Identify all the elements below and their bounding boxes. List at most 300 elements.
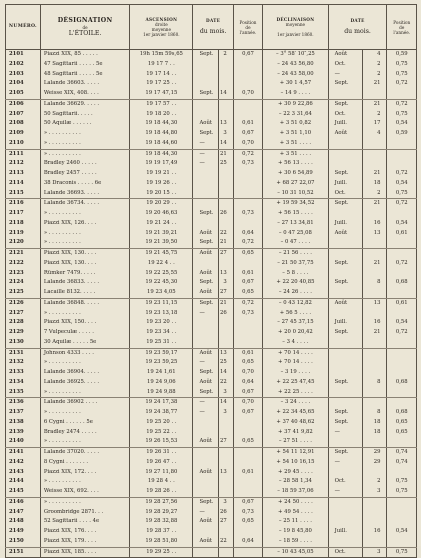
dec-date-day [363,398,387,408]
row-number: 2116 [6,199,41,209]
row-number: 2110 [6,139,41,149]
ra-date-day: 13 [218,348,233,358]
declination: – 21 50 37,75 [263,259,328,269]
dec-date-day [363,348,387,358]
ra-position-year [233,99,262,109]
dec-position-year [387,269,417,279]
ra-date-month: Sept. [193,209,218,219]
star-designation: Weisse XIX, 692. . . . [40,487,129,497]
ra-date-day: 27 [218,437,233,447]
ra-date-day [218,179,233,189]
ra-date-month: Sept. [193,497,218,507]
dec-date-day [363,508,387,518]
table-row [6,229,417,239]
star-designation: » . . . . . . . . . . [40,408,129,418]
ra-date-month: Août [193,378,218,388]
declination: – 18 59 . . . . [263,537,328,547]
dec-date-month: Sept. [328,259,363,269]
star-designation: » . . . . . . . . . . [40,437,129,447]
row-number: 2117 [6,209,41,219]
ra-date-month [193,110,218,120]
row-number: 2137 [6,408,41,418]
dec-date-month: Août [328,298,363,308]
dec-date-month: — [328,487,363,497]
dec-position-year: 0,74 [387,448,417,458]
dec-position-year [387,388,417,398]
table-row [6,408,417,418]
row-number: 2148 [6,517,41,527]
right-ascension: 19 21 45,75 [130,249,193,259]
table-row [6,328,417,338]
row-number: 2107 [6,110,41,120]
ra-date-month: Sept. [193,368,218,378]
dec-date-month: Oct. [328,477,363,487]
declination: + 68 27 22,07 [263,179,328,189]
dec-date-month: Août [328,129,363,139]
ra-date-day: 22 [218,229,233,239]
row-number: 2118 [6,219,41,229]
declination: – 3 19 . . . . [263,368,328,378]
dec-date-month: Juill. [328,219,363,229]
ra-date-day [218,60,233,70]
star-designation: » . . . . . . . . . . [40,209,129,219]
ra-date-month: Août [193,537,218,547]
dec-date-month [328,368,363,378]
declination: + 22 25 . . . . [263,388,328,398]
table-row [6,527,417,537]
right-ascension: 19 20 15 . . [130,189,193,199]
right-ascension: 19 26 15,53 [130,437,193,447]
row-number: 2132 [6,358,41,368]
row-number: 2130 [6,338,41,348]
dec-date-month: Sept. [328,448,363,458]
row-number: 2145 [6,487,41,497]
right-ascension: 19 23 20 . . [130,318,193,328]
declination: – 3° 58′ 10″,25 [263,50,328,60]
ra-position-year: 0,65 [233,249,262,259]
header-position-dec: Position de l'année. [387,5,417,50]
row-number: 2144 [6,477,41,487]
dec-position-year: 0,75 [387,60,417,70]
ra-date-day [218,487,233,497]
right-ascension: 19 18 20 . . [130,110,193,120]
dec-date-day: 3 [363,547,387,558]
dec-position-year: 0,72 [387,169,417,179]
dec-date-month [328,89,363,99]
dec-date-day: 21 [363,199,387,209]
dec-date-month [328,398,363,408]
dec-position-year: 0,74 [387,458,417,468]
declination: + 70 14 . . . . [263,358,328,368]
right-ascension: 19 27 11,80 [130,468,193,478]
dec-position-year [387,508,417,518]
ra-date-day: 21 [218,149,233,159]
dec-date-day: 8 [363,378,387,388]
table-row [6,149,417,159]
dec-date-month: Oct. [328,547,363,558]
row-number: 2103 [6,70,41,80]
table-row [6,477,417,487]
ra-date-month: Sept. [193,238,218,248]
ra-date-day: 13 [218,119,233,129]
ra-date-day: 3 [218,408,233,418]
ra-position-year: 0,65 [233,358,262,368]
row-number: 2105 [6,89,41,99]
dec-position-year: 0,65 [387,418,417,428]
star-designation: Lalande 36603. . . . . [40,79,129,89]
row-number: 2125 [6,288,41,298]
ra-date-month: Août [193,269,218,279]
ra-date-month: Août [193,348,218,358]
ra-date-month [193,79,218,89]
dec-date-day: 16 [363,527,387,537]
row-number: 2131 [6,348,41,358]
dec-position-year [387,437,417,447]
declination: + 37 41 9,82 [263,428,328,438]
dec-date-month [328,348,363,358]
dec-date-day: 13 [363,229,387,239]
dec-date-day: 2 [363,70,387,80]
ra-date-day: 27 [218,517,233,527]
ra-position-year: 0,67 [233,278,262,288]
row-number: 2109 [6,129,41,139]
star-designation: Lalande 36734. . . . . [40,199,129,209]
dec-date-month: Juill. [328,119,363,129]
dec-position-year [387,338,417,348]
star-designation: Groombridge 2871. . . [40,508,129,518]
dec-position-year: 0,59 [387,50,417,60]
table-row [6,60,417,70]
dec-position-year: 0,72 [387,79,417,89]
declination: + 30 1 4,57 [263,79,328,89]
dec-position-year [387,517,417,527]
dec-date-month [328,249,363,259]
dec-position-year: 0,54 [387,318,417,328]
table-row [6,169,417,179]
right-ascension: 19 25 22 . . [130,428,193,438]
declination: – 27 13 34,81 [263,219,328,229]
ra-date-day: 27 [218,249,233,259]
dec-date-day: 2 [363,110,387,120]
row-number: 2133 [6,368,41,378]
dec-date-month [328,517,363,527]
ra-date-day [218,219,233,229]
ra-date-month [193,477,218,487]
ra-date-day [218,189,233,199]
dec-position-year [387,209,417,219]
ra-date-month [193,527,218,537]
declination: – 10 43 45,05 [263,547,328,558]
table-row [6,448,417,458]
star-designation: » . . . . . . . . . . [40,388,129,398]
ra-date-month [193,179,218,189]
dec-position-year: 0,75 [387,70,417,80]
table-row [6,79,417,89]
declination: + 54 11 12,91 [263,448,328,458]
header-position-ra: Position de l'année. [233,5,262,50]
ra-date-month: Sept. [193,388,218,398]
star-designation: Johnson 4333 . . . . [40,348,129,358]
ra-date-day [218,338,233,348]
ra-date-month: Août [193,119,218,129]
ra-date-month: — [193,159,218,169]
dec-date-month [328,468,363,478]
row-number: 2151 [6,547,41,558]
ra-date-day: 26 [218,309,233,319]
ra-position-year [233,199,262,209]
dec-position-year: 0,75 [387,189,417,199]
ra-date-day: 14 [218,398,233,408]
dec-date-month [328,358,363,368]
right-ascension: 19 22 4 . . [130,259,193,269]
declination: – 0 43 12,82 [263,298,328,308]
ra-position-year: 0,67 [233,497,262,507]
ra-position-year [233,418,262,428]
row-number: 2149 [6,527,41,537]
ra-date-day: 3 [218,388,233,398]
star-designation: Bradley 2457 . . . . . [40,169,129,179]
star-designation: Piazzi XIX, 85 . . . . . [40,50,129,60]
declination: – 18 59 37,06 [263,487,328,497]
row-number: 2150 [6,537,41,547]
star-designation: Lalande 36848. . . . . [40,298,129,308]
dec-position-year: 0,61 [387,229,417,239]
dec-date-day: 29 [363,448,387,458]
dec-position-year [387,468,417,478]
ra-date-day [218,318,233,328]
ra-date-month [193,418,218,428]
dec-date-day: 21 [363,79,387,89]
ra-date-month [193,328,218,338]
star-designation: Bradley 2474 . . . . . [40,428,129,438]
table-row [6,517,417,527]
ra-date-month: Sept. [193,129,218,139]
dec-date-month: Sept. [328,99,363,109]
dec-date-month [328,508,363,518]
ra-date-day: 3 [218,497,233,507]
ra-position-year: 0,64 [233,537,262,547]
ra-date-month [193,487,218,497]
ra-date-month: — [193,139,218,149]
star-designation: » . . . . . . . . . . [40,309,129,319]
right-ascension: 19 24 9,88 [130,388,193,398]
dec-date-day: 29 [363,458,387,468]
dec-date-day [363,368,387,378]
dec-date-month: Sept. [328,199,363,209]
right-ascension: 19 26 47 . . [130,458,193,468]
ra-date-month [193,448,218,458]
star-designation: Lalande 36833. . . . . [40,278,129,288]
row-number: 2104 [6,79,41,89]
table-row [6,159,417,169]
declination: – 21 56 . . . . [263,249,328,259]
row-number: 2127 [6,309,41,319]
dec-date-day [363,517,387,527]
dec-position-year: 0,68 [387,408,417,418]
ra-date-day [218,110,233,120]
table-row [6,199,417,209]
ra-date-day: 26 [218,209,233,219]
right-ascension: 19 28 26 . . [130,487,193,497]
table-row [6,179,417,189]
table-row [6,238,417,248]
right-ascension: 19 17 57 . . [130,99,193,109]
dec-date-month: Sept. [328,328,363,338]
star-designation: Piazzi XIX, 172. . . . [40,468,129,478]
row-number: 2102 [6,60,41,70]
declination: + 22 20 40,85 [263,278,328,288]
ra-date-day: 25 [218,358,233,368]
declination: – 27 45 37,15 [263,318,328,328]
ra-position-year: 0,65 [233,288,262,298]
right-ascension: 19 18 44,80 [130,129,193,139]
header-numero: NUMÉRO. [6,5,41,50]
star-designation: » . . . . . . . . . . [40,139,129,149]
dec-position-year: 0,75 [387,477,417,487]
dec-date-month: Sept. [328,418,363,428]
table-row [6,508,417,518]
ra-position-year: 0,65 [233,437,262,447]
dec-date-day [363,358,387,368]
table-row [6,119,417,129]
ra-date-day [218,70,233,80]
ra-position-year: 0,73 [233,508,262,518]
ra-date-day: 2 [218,50,233,60]
ra-position-year: 0,72 [233,238,262,248]
dec-date-day: 13 [363,298,387,308]
dec-date-month: Août [328,50,363,60]
dec-position-year: 0,75 [387,547,417,558]
dec-date-day [363,238,387,248]
dec-date-day [363,159,387,169]
table-row [6,89,417,99]
ra-date-month: — [193,398,218,408]
declination: + 19 59 34,52 [263,199,328,209]
declination: + 24 50 . . . . [263,497,328,507]
star-designation: 48 Sagittarii . . . . . 5e [40,70,129,80]
table-row [6,547,417,558]
ra-position-year: 0,72 [233,298,262,308]
dec-date-day [363,338,387,348]
star-designation: » . . . . . . . . . . [40,238,129,248]
dec-date-month: Sept. [328,378,363,388]
dec-date-day [363,497,387,507]
right-ascension: 19 22 45,30 [130,278,193,288]
header-date-ra: DATE du mois. [193,5,233,50]
right-ascension: 19 17 14 . . [130,70,193,80]
ra-date-day: 25 [218,159,233,169]
dec-date-month [328,149,363,159]
row-number: 2120 [6,238,41,248]
ra-position-year: 0,64 [233,378,262,388]
dec-position-year [387,348,417,358]
ra-date-month: — [193,149,218,159]
star-designation: Lalande 36693. . . . . [40,189,129,199]
star-designation: Lalande 36629. . . . . [40,99,129,109]
declination: + 29 45 . . . . [263,468,328,478]
star-designation: 38 Draconis . . . . . 6e [40,179,129,189]
dec-position-year [387,497,417,507]
declination: + 56 15 . . . . [263,209,328,219]
right-ascension: 19 24 17,38 [130,398,193,408]
ra-date-month [193,338,218,348]
star-designation: Lalande 37020. . . . . [40,448,129,458]
star-designation: » . . . . . . . . . . [40,477,129,487]
row-number: 2123 [6,269,41,279]
ra-date-day [218,477,233,487]
ra-position-year: 0,67 [233,388,262,398]
star-designation: 8 Cygni . . . . . . . [40,458,129,468]
row-number: 2146 [6,497,41,507]
table-row [6,269,417,279]
ra-date-month [193,199,218,209]
declination: – 0 47 . . . . [263,238,328,248]
ra-position-year [233,477,262,487]
row-number: 2143 [6,468,41,478]
dec-date-month [328,437,363,447]
ra-date-month: Sept. [193,278,218,288]
declination: – 3 24 . . . . [263,398,328,408]
dec-date-day: 21 [363,259,387,269]
declination: + 30 9 22,86 [263,99,328,109]
ra-date-day [218,458,233,468]
table-row [6,219,417,229]
dec-position-year [387,238,417,248]
star-designation: Piazzi XIX, 130. . . . [40,249,129,259]
dec-position-year [387,149,417,159]
table-row [6,129,417,139]
ra-date-day: 14 [218,139,233,149]
ra-position-year [233,60,262,70]
table-row [6,99,417,109]
ra-date-month: Sept. [193,89,218,99]
table-row [6,338,417,348]
dec-position-year [387,159,417,169]
table-row [6,50,417,60]
ra-date-day [218,527,233,537]
star-designation: Rümker 7479. . . . . [40,269,129,279]
right-ascension: 19 28 37 . . [130,527,193,537]
dec-date-month: Oct. [328,110,363,120]
declination: + 56 13 . . . . [263,159,328,169]
row-number: 2136 [6,398,41,408]
dec-date-day: 21 [363,99,387,109]
right-ascension: 19 21 39,21 [130,229,193,239]
ra-position-year: 0,67 [233,50,262,60]
dec-date-day [363,537,387,547]
ra-date-month [193,60,218,70]
dec-position-year: 0,54 [387,179,417,189]
right-ascension: 19 23 34 . . [130,328,193,338]
ra-position-year: 0,61 [233,269,262,279]
dec-date-day: 4 [363,129,387,139]
declination: – 14 9 . . . . [263,89,328,99]
ra-position-year [233,328,262,338]
ra-date-day [218,199,233,209]
dec-date-month [328,139,363,149]
ra-date-day [218,428,233,438]
dec-date-month [328,497,363,507]
star-designation: Piazzi XIX, 130. . . . [40,259,129,269]
right-ascension: 19 28 29,27 [130,508,193,518]
ra-date-day: 3 [218,278,233,288]
star-designation: Piazzi XIX, 179. . . . [40,537,129,547]
ra-date-month: Août [193,468,218,478]
ra-position-year [233,189,262,199]
ra-position-year: 0,73 [233,209,262,219]
table-row [6,368,417,378]
ra-date-day [218,328,233,338]
